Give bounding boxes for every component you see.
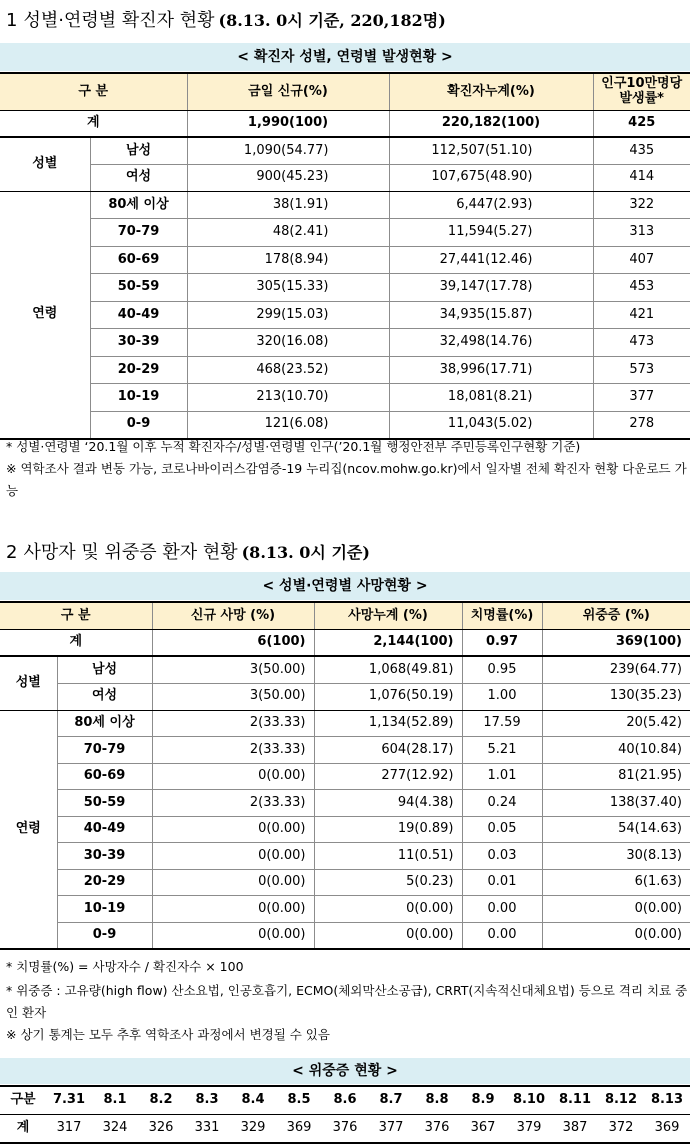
cell-cumulative: 11(0.51) bbox=[314, 843, 462, 870]
severe-value-cell: 369 bbox=[276, 1114, 322, 1143]
cell-severe: 40(10.84) bbox=[542, 737, 690, 764]
confirmed-header-row bbox=[0, 73, 690, 110]
severe-date-cell: 8.4 bbox=[230, 1086, 276, 1114]
cell-severe: 81(21.95) bbox=[542, 763, 690, 790]
d-header-cumulative: 사망누계 (%) bbox=[314, 602, 462, 629]
cell-cumulative: 18,081(8.21) bbox=[389, 384, 593, 412]
row-label: 80세 이상 bbox=[90, 191, 187, 219]
confirmed-row bbox=[0, 246, 690, 274]
cell-new: 0(0.00) bbox=[152, 843, 314, 870]
deaths-row bbox=[0, 656, 690, 683]
deaths-row bbox=[0, 843, 690, 870]
cell-fatality: 0.00 bbox=[462, 922, 542, 949]
cell-new: 0(0.00) bbox=[152, 816, 314, 843]
row-label: 50-59 bbox=[90, 274, 187, 302]
row-label: 30-39 bbox=[57, 843, 152, 870]
confirmed-row bbox=[0, 411, 690, 439]
d-total-new: 6(100) bbox=[152, 629, 314, 656]
deaths-row bbox=[0, 710, 690, 737]
cell-fatality: 17.59 bbox=[462, 710, 542, 737]
deaths-row bbox=[0, 763, 690, 790]
section1-note-2: ※ 역학조사 결과 변동 가능, 코로나바이러스감염증-19 누리집(ncov.mohw.go.kr)에서 일자별 전체 확진자 현황 다운로드 가능 bbox=[6, 461, 687, 498]
cell-severe: 138(37.40) bbox=[542, 790, 690, 817]
section3-banner: < 위중증 현황 > bbox=[0, 1058, 690, 1084]
confirmed-total-row bbox=[0, 110, 690, 137]
section2-notes bbox=[6, 956, 688, 1046]
total-label: 계 bbox=[0, 110, 187, 137]
cell-cumulative: 112,507(51.10) bbox=[389, 137, 593, 164]
cell-rate: 278 bbox=[593, 411, 690, 439]
deaths-header-row bbox=[0, 602, 690, 629]
cell-cumulative: 34,935(15.87) bbox=[389, 301, 593, 329]
cell-cumulative: 0(0.00) bbox=[314, 896, 462, 923]
section1-date: (8.13. 0시 기준, 220,182명) bbox=[218, 11, 446, 30]
severe-date-cell: 8.9 bbox=[460, 1086, 506, 1114]
severe-value-cell: 317 bbox=[46, 1114, 92, 1143]
severe-value-cell: 376 bbox=[322, 1114, 368, 1143]
cell-cumulative: 604(28.17) bbox=[314, 737, 462, 764]
cell-cumulative: 32,498(14.76) bbox=[389, 329, 593, 357]
row-label: 20-29 bbox=[57, 869, 152, 896]
section1-notes bbox=[6, 436, 688, 502]
deaths-row bbox=[0, 683, 690, 710]
cell-rate: 573 bbox=[593, 356, 690, 384]
row-label: 10-19 bbox=[57, 896, 152, 923]
cell-new: 305(15.33) bbox=[187, 274, 389, 302]
confirmed-row bbox=[0, 384, 690, 412]
confirmed-row bbox=[0, 356, 690, 384]
header-cumulative: 확진자누계(%) bbox=[389, 73, 593, 110]
row-label: 70-79 bbox=[90, 219, 187, 247]
header-new: 금일 신규(%) bbox=[187, 73, 389, 110]
section2-note-1: * 치명률(%) = 사망자수 / 확진자수 × 100 bbox=[6, 959, 244, 974]
cell-new: 0(0.00) bbox=[152, 869, 314, 896]
cell-severe: 0(0.00) bbox=[542, 896, 690, 923]
cell-fatality: 0.00 bbox=[462, 896, 542, 923]
cell-severe: 0(0.00) bbox=[542, 922, 690, 949]
cell-severe: 239(64.77) bbox=[542, 656, 690, 683]
row-label: 20-29 bbox=[90, 356, 187, 384]
cell-new: 0(0.00) bbox=[152, 763, 314, 790]
row-label: 남성 bbox=[57, 656, 152, 683]
section1-number: 1 bbox=[6, 10, 18, 31]
d-header-severe: 위중증 (%) bbox=[542, 602, 690, 629]
severe-date-cell: 8.10 bbox=[506, 1086, 552, 1114]
cell-new: 900(45.23) bbox=[187, 164, 389, 191]
confirmed-table bbox=[0, 72, 690, 440]
cell-new: 0(0.00) bbox=[152, 922, 314, 949]
cell-new: 3(50.00) bbox=[152, 683, 314, 710]
cell-fatality: 1.01 bbox=[462, 763, 542, 790]
d-header-fatality: 치명률(%) bbox=[462, 602, 542, 629]
cell-new: 299(15.03) bbox=[187, 301, 389, 329]
severe-value-cell: 329 bbox=[230, 1114, 276, 1143]
severe-value-cell: 372 bbox=[598, 1114, 644, 1143]
cell-cumulative: 39,147(17.78) bbox=[389, 274, 593, 302]
row-label: 여성 bbox=[90, 164, 187, 191]
confirmed-row bbox=[0, 301, 690, 329]
deaths-row bbox=[0, 737, 690, 764]
cell-new: 38(1.91) bbox=[187, 191, 389, 219]
cell-cumulative: 1,076(50.19) bbox=[314, 683, 462, 710]
row-label: 30-39 bbox=[90, 329, 187, 357]
cell-new: 48(2.41) bbox=[187, 219, 389, 247]
severe-value-row bbox=[0, 1114, 690, 1143]
cell-severe: 54(14.63) bbox=[542, 816, 690, 843]
cell-rate: 407 bbox=[593, 246, 690, 274]
section2-date: (8.13. 0시 기준) bbox=[241, 543, 370, 562]
cell-cumulative: 1,134(52.89) bbox=[314, 710, 462, 737]
severe-date-cell: 8.13 bbox=[644, 1086, 690, 1114]
cell-new: 2(33.33) bbox=[152, 710, 314, 737]
cell-fatality: 0.03 bbox=[462, 843, 542, 870]
section1-note-1: * 성별·연령별 ‘20.1월 이후 누적 확진자수/성별·연령별 인구(’20.1월 행정안전부 주민등록인구현황 기준) bbox=[6, 439, 581, 454]
row-label: 50-59 bbox=[57, 790, 152, 817]
cell-rate: 313 bbox=[593, 219, 690, 247]
cell-fatality: 1.00 bbox=[462, 683, 542, 710]
severe-date-cell: 8.3 bbox=[184, 1086, 230, 1114]
section2-title bbox=[6, 540, 370, 566]
d-header-category: 구 분 bbox=[0, 602, 152, 629]
header-rate-line2: 발생률* bbox=[619, 90, 664, 106]
row-label: 40-49 bbox=[90, 301, 187, 329]
cell-new: 2(33.33) bbox=[152, 737, 314, 764]
header-rate bbox=[593, 73, 690, 110]
cell-rate: 377 bbox=[593, 384, 690, 412]
severe-date-cell: 8.1 bbox=[92, 1086, 138, 1114]
severe-value-cell: 376 bbox=[414, 1114, 460, 1143]
cell-new: 213(10.70) bbox=[187, 384, 389, 412]
total-rate: 425 bbox=[593, 110, 690, 137]
header-rate-line1: 인구10만명당 bbox=[601, 76, 683, 92]
row-label: 40-49 bbox=[57, 816, 152, 843]
row-label: 60-69 bbox=[57, 763, 152, 790]
row-label: 남성 bbox=[90, 137, 187, 164]
cell-rate: 453 bbox=[593, 274, 690, 302]
d-total-label: 계 bbox=[0, 629, 152, 656]
d-total-cumulative: 2,144(100) bbox=[314, 629, 462, 656]
cell-new: 3(50.00) bbox=[152, 656, 314, 683]
severe-trend-table bbox=[0, 1085, 690, 1144]
row-label: 60-69 bbox=[90, 246, 187, 274]
cell-rate: 435 bbox=[593, 137, 690, 164]
cell-new: 2(33.33) bbox=[152, 790, 314, 817]
deaths-row bbox=[0, 896, 690, 923]
cell-cumulative: 1,068(49.81) bbox=[314, 656, 462, 683]
severe-value-cell: 369 bbox=[644, 1114, 690, 1143]
confirmed-row bbox=[0, 219, 690, 247]
row-label: 70-79 bbox=[57, 737, 152, 764]
deaths-row bbox=[0, 869, 690, 896]
d-total-fatality: 0.97 bbox=[462, 629, 542, 656]
confirmed-row bbox=[0, 191, 690, 219]
deaths-row bbox=[0, 790, 690, 817]
severe-value-cell: 331 bbox=[184, 1114, 230, 1143]
cell-rate: 322 bbox=[593, 191, 690, 219]
deaths-row bbox=[0, 816, 690, 843]
cell-fatality: 0.05 bbox=[462, 816, 542, 843]
confirmed-row bbox=[0, 274, 690, 302]
cell-cumulative: 107,675(48.90) bbox=[389, 164, 593, 191]
section2-banner: < 성별·연령별 사망현황 > bbox=[0, 572, 690, 600]
confirmed-row bbox=[0, 137, 690, 164]
group-label: 성별 bbox=[0, 137, 90, 191]
section2-title-text: 사망자 및 위중증 환자 현황 bbox=[23, 542, 238, 563]
severe-date-cell: 8.6 bbox=[322, 1086, 368, 1114]
cell-cumulative: 0(0.00) bbox=[314, 922, 462, 949]
header-category: 구 분 bbox=[0, 73, 187, 110]
deaths-row bbox=[0, 922, 690, 949]
cell-cumulative: 27,441(12.46) bbox=[389, 246, 593, 274]
severe-value-cell: 387 bbox=[552, 1114, 598, 1143]
cell-cumulative: 94(4.38) bbox=[314, 790, 462, 817]
cell-rate: 421 bbox=[593, 301, 690, 329]
severe-date-cell: 7.31 bbox=[46, 1086, 92, 1114]
confirmed-row bbox=[0, 329, 690, 357]
severe-date-row bbox=[0, 1086, 690, 1114]
severe-value-cell: 379 bbox=[506, 1114, 552, 1143]
row-label: 0-9 bbox=[57, 922, 152, 949]
group-label: 연령 bbox=[0, 191, 90, 439]
cell-cumulative: 277(12.92) bbox=[314, 763, 462, 790]
section1-banner: < 확진자 성별, 연령별 발생현황 > bbox=[0, 43, 690, 71]
section2-note-3: ※ 상기 통계는 모두 추후 역학조사 과정에서 변경될 수 있음 bbox=[6, 1027, 330, 1042]
severe-date-cell: 8.7 bbox=[368, 1086, 414, 1114]
severe-row-header: 구분 bbox=[0, 1086, 46, 1114]
cell-new: 320(16.08) bbox=[187, 329, 389, 357]
cell-new: 121(6.08) bbox=[187, 411, 389, 439]
cell-severe: 6(1.63) bbox=[542, 869, 690, 896]
severe-date-cell: 8.8 bbox=[414, 1086, 460, 1114]
severe-value-cell: 326 bbox=[138, 1114, 184, 1143]
group-label: 연령 bbox=[0, 710, 57, 949]
deaths-total-row bbox=[0, 629, 690, 656]
section1-title-text: 성별·연령별 확진자 현황 bbox=[23, 10, 215, 31]
total-new: 1,990(100) bbox=[187, 110, 389, 137]
confirmed-row bbox=[0, 164, 690, 191]
row-label: 여성 bbox=[57, 683, 152, 710]
cell-fatality: 0.95 bbox=[462, 656, 542, 683]
row-label: 80세 이상 bbox=[57, 710, 152, 737]
severe-value-cell: 367 bbox=[460, 1114, 506, 1143]
severe-value-cell: 377 bbox=[368, 1114, 414, 1143]
cell-cumulative: 6,447(2.93) bbox=[389, 191, 593, 219]
cell-fatality: 0.01 bbox=[462, 869, 542, 896]
severe-date-cell: 8.12 bbox=[598, 1086, 644, 1114]
cell-severe: 20(5.42) bbox=[542, 710, 690, 737]
section2-note-2: * 위중증 : 고유량(high flow) 산소요법, 인공호흡기, ECMO(체외막산소공급), CRRT(지속적신대체요법) 등으로 격리 치료 중인 환자 bbox=[6, 983, 688, 1020]
cell-new: 468(23.52) bbox=[187, 356, 389, 384]
severe-date-cell: 8.11 bbox=[552, 1086, 598, 1114]
row-label: 0-9 bbox=[90, 411, 187, 439]
cell-fatality: 5.21 bbox=[462, 737, 542, 764]
d-total-severe: 369(100) bbox=[542, 629, 690, 656]
cell-rate: 473 bbox=[593, 329, 690, 357]
cell-new: 0(0.00) bbox=[152, 896, 314, 923]
d-header-new: 신규 사망 (%) bbox=[152, 602, 314, 629]
deaths-table bbox=[0, 601, 690, 950]
cell-cumulative: 38,996(17.71) bbox=[389, 356, 593, 384]
cell-cumulative: 5(0.23) bbox=[314, 869, 462, 896]
group-label: 성별 bbox=[0, 656, 57, 710]
severe-date-cell: 8.2 bbox=[138, 1086, 184, 1114]
cell-cumulative: 11,043(5.02) bbox=[389, 411, 593, 439]
cell-new: 1,090(54.77) bbox=[187, 137, 389, 164]
section1-title bbox=[6, 8, 446, 34]
cell-new: 178(8.94) bbox=[187, 246, 389, 274]
section2-number: 2 bbox=[6, 542, 18, 563]
cell-cumulative: 11,594(5.27) bbox=[389, 219, 593, 247]
severe-date-cell: 8.5 bbox=[276, 1086, 322, 1114]
total-cumulative: 220,182(100) bbox=[389, 110, 593, 137]
cell-severe: 130(35.23) bbox=[542, 683, 690, 710]
row-label: 10-19 bbox=[90, 384, 187, 412]
cell-cumulative: 19(0.89) bbox=[314, 816, 462, 843]
severe-value-cell: 324 bbox=[92, 1114, 138, 1143]
cell-fatality: 0.24 bbox=[462, 790, 542, 817]
cell-severe: 30(8.13) bbox=[542, 843, 690, 870]
cell-rate: 414 bbox=[593, 164, 690, 191]
severe-row-label: 계 bbox=[0, 1114, 46, 1143]
